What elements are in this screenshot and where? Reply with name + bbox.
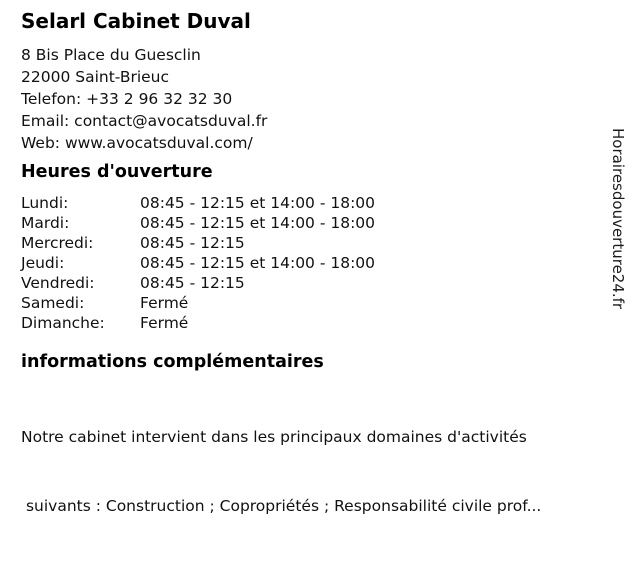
address-city-line: 22000 Saint-Brieuc	[21, 68, 170, 86]
phone-label: Telefon:	[21, 90, 82, 108]
website-line	[21, 132, 267, 154]
phone-line	[21, 88, 267, 110]
hours-row-sunday	[21, 313, 375, 333]
day-label: Mardi:	[21, 214, 70, 232]
day-label: Vendredi:	[21, 274, 95, 292]
day-label: Mercredi:	[21, 234, 94, 252]
phone-value: +33 2 96 32 32 30	[86, 90, 233, 108]
email-line	[21, 110, 267, 132]
contact-info-block	[21, 44, 267, 154]
address-street-line: 8 Bis Place du Guesclin	[21, 46, 201, 64]
day-label: Jeudi:	[21, 254, 65, 272]
website-value: www.avocatsduval.com/	[64, 134, 253, 152]
hours-row-wednesday	[21, 233, 375, 253]
day-hours: 08:45 - 12:15 et 14:00 - 18:00	[140, 254, 376, 272]
hours-row-friday	[21, 273, 375, 293]
day-hours: 08:45 - 12:15 et 14:00 - 18:00	[140, 194, 376, 212]
day-label: Samedi:	[21, 294, 85, 312]
hours-row-thursday	[21, 253, 375, 273]
opening-hours-table	[21, 193, 375, 333]
day-hours: 08:45 - 12:15	[140, 274, 245, 292]
day-hours: 08:45 - 12:15 et 14:00 - 18:00	[140, 214, 376, 232]
day-hours: 08:45 - 12:15	[140, 234, 245, 252]
day-hours: Fermé	[140, 294, 189, 312]
info-line-1: Notre cabinet intervient dans les principaux domaines d'activités	[21, 428, 527, 446]
opening-hours-heading: Heures d'ouverture	[21, 162, 213, 182]
additional-info-paragraph	[21, 380, 621, 564]
hours-row-monday	[21, 193, 375, 213]
site-watermark-vertical-text: Horairesdouverture24.fr	[609, 128, 627, 310]
info-line-2: suivants : Construction ; Copropriétés ; Responsabilité civile prof...	[21, 497, 542, 515]
website-label: Web:	[21, 134, 61, 152]
business-name-title: Selarl Cabinet Duval	[21, 9, 251, 33]
hours-row-tuesday	[21, 213, 375, 233]
email-value: contact@avocatsduval.fr	[74, 112, 268, 130]
day-label: Dimanche:	[21, 314, 105, 332]
hours-row-saturday	[21, 293, 375, 313]
day-label: Lundi:	[21, 194, 69, 212]
day-hours: Fermé	[140, 314, 189, 332]
email-label: Email:	[21, 112, 70, 130]
additional-info-heading: informations complémentaires	[21, 352, 324, 372]
